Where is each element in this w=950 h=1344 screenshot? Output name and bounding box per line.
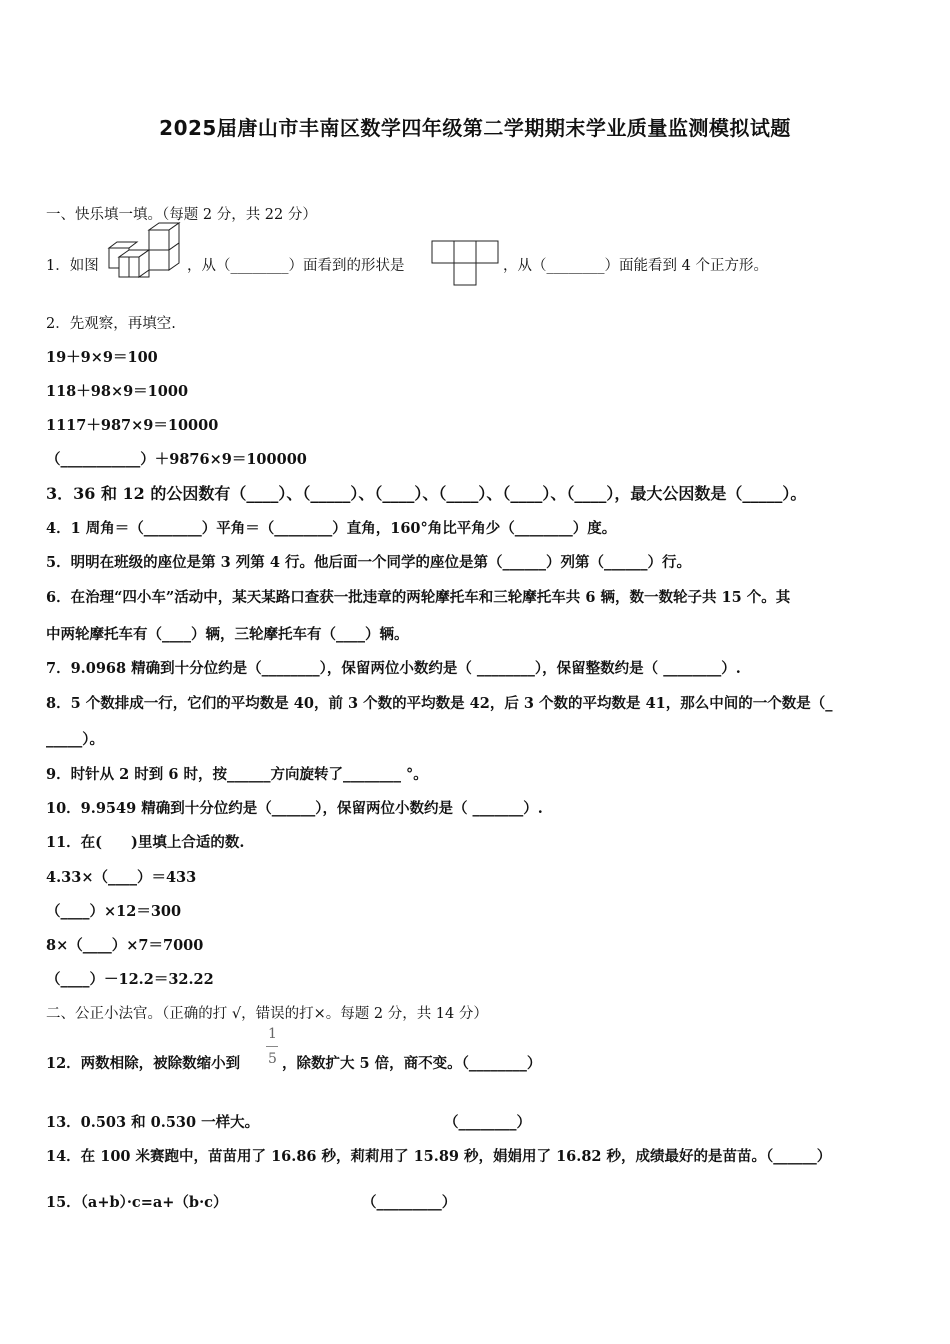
equation-blank-line: 4.33×（____）＝433 — [46, 869, 197, 886]
question-8-line-2: _____）。 — [46, 731, 104, 748]
equation-blank-line: 8×（____）×7＝7000 — [46, 937, 204, 954]
answer-blank: （_________） — [362, 1194, 457, 1211]
equation-line: 1117＋987×9＝10000 — [46, 417, 219, 434]
fraction-numerator: 1 — [268, 1026, 277, 1042]
equation-line: 118＋98×9＝1000 — [46, 383, 189, 400]
question-10: 10．9.9549 精确到十分位约是（______），保留两位小数约是（ _______）. — [46, 800, 543, 817]
equation-blank-line: （____）×12＝300 — [46, 903, 182, 920]
question-13: 13．0.503 和 0.530 一样大。 — [46, 1114, 260, 1131]
answer-blank: （________） — [444, 1114, 531, 1131]
question-1-middle: ，从（________）面看到的形状是 — [187, 258, 405, 274]
equation-line: 19＋9×9＝100 — [46, 349, 158, 366]
question-12-prefix: 12．两数相除，被除数缩小到 — [46, 1055, 241, 1072]
question-4: 4．1 周角＝（________）平角＝（________）直角，160°角比平角少（________）度。 — [46, 520, 617, 537]
question-15: 15．（a+b）·c=a+（b·c） — [46, 1194, 228, 1211]
question-1-suffix: ，从（________）面能看到 4 个正方形。 — [503, 258, 768, 274]
equation-blank-line: （____）－12.2＝32.22 — [46, 971, 214, 988]
section-1-heading: 一、快乐填一填。（每题 2 分，共 22 分） — [46, 207, 317, 223]
view-shape-figure — [431, 240, 501, 288]
fraction-denominator: 5 — [268, 1051, 277, 1067]
cube-stack-figure — [101, 221, 187, 287]
section-2-heading: 二、公正小法官。（正确的打 √，错误的打×。每题 2 分，共 14 分） — [46, 1006, 488, 1022]
question-2-intro: 2．先观察，再填空. — [46, 316, 176, 332]
question-6-line-2: 中两轮摩托车有（____）辆，三轮摩托车有（____）辆。 — [46, 626, 409, 643]
question-3: 3．36 和 12 的公因数有（____）、（_____）、（____）、（____）、（____）、（____），最大公因数是（_____）。 — [46, 484, 807, 503]
fraction-bar — [266, 1046, 278, 1047]
page-title: 2025届唐山市丰南区数学四年级第二学期期末学业质量监测模拟试题 — [159, 116, 791, 140]
question-9: 9．时针从 2 时到 6 时，按______方向旋转了________ °。 — [46, 766, 428, 783]
question-8-line-1: 8．5 个数排成一行，它们的平均数是 40，前 3 个数的平均数是 42，后 3 个数的平均数是 41，那么中间的一个数是（_ — [46, 695, 833, 712]
question-6-line-1: 6．在治理“四小车”活动中，某天某路口查获一批违章的两轮摩托车和三轮摩托车共 6 辆，数一数轮子共 15 个。其 — [46, 589, 791, 606]
equation-blank-line: （___________）＋9876×9＝100000 — [46, 451, 307, 468]
question-7: 7．9.0968 精确到十分位约是（________），保留两位小数约是（ ________），保留整数约是（ ________）. — [46, 660, 741, 677]
question-11-intro: 11．在( )里填上合适的数. — [46, 834, 245, 851]
question-14: 14．在 100 米赛跑中，苗苗用了 16.86 秒，莉莉用了 15.89 秒，娟娟用了 16.82 秒，成绩最好的是苗苗。（______） — [46, 1148, 832, 1165]
question-12-suffix: ，除数扩大 5 倍，商不变。（________） — [282, 1055, 542, 1072]
question-5: 5．明明在班级的座位是第 3 列第 4 行。他后面一个同学的座位是第（______）列第（______）行。 — [46, 554, 691, 571]
question-1-prefix: 1．如图 — [46, 258, 99, 274]
